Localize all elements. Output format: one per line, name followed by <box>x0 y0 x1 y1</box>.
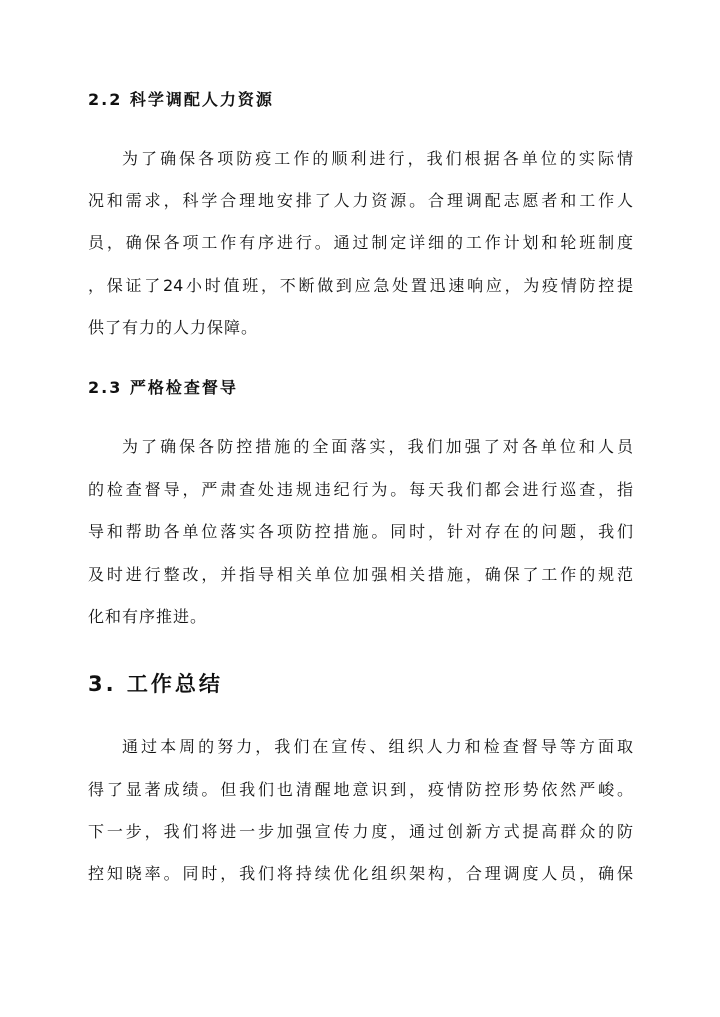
section-3-line-3: 下一步，我们将进一步加强宣传力度，通过创新方式提高群众的防 <box>88 822 633 841</box>
section-2-3-line-4: 及时进行整改，并指导相关单位加强相关措施，确保了工作的规范 <box>88 565 633 584</box>
section-3-line-4: 控知晓率。同时，我们将持续优化组织架构，合理调度人员，确保 <box>88 864 633 883</box>
section-2-3-line-3: 导和帮助各单位落实各项防控措施。同时，针对存在的问题，我们 <box>88 522 633 541</box>
section-2-2-line-5: 供了有力的人力保障。 <box>88 318 259 337</box>
section-2-2-line-2: 况和需求，科学合理地安排了人力资源。合理调配志愿者和工作人 <box>88 191 633 210</box>
section-2-2-heading: 2.2 科学调配人力资源 <box>88 90 274 109</box>
section-2-2-line-1: 为了确保各项防疫工作的顺利进行，我们根据各单位的实际情 <box>122 149 633 168</box>
section-2-3-line-5: 化和有序推进。 <box>88 607 208 626</box>
section-2-2-line-4: ，保证了24小时值班，不断做到应急处置迅速响应，为疫情防控提 <box>88 276 633 295</box>
section-2-3-line-1: 为了确保各防控措施的全面落实，我们加强了对各单位和人员 <box>122 437 633 456</box>
section-2-3-line-2: 的检查督导，严肃查处违规违纪行为。每天我们都会进行巡查，指 <box>88 480 633 499</box>
section-2-2-line-3: 员，确保各项工作有序进行。通过制定详细的工作计划和轮班制度 <box>88 233 633 252</box>
section-3-line-2: 得了显著成绩。但我们也清醒地意识到，疫情防控形势依然严峻。 <box>88 780 633 799</box>
section-3-heading: 3. 工作总结 <box>88 672 223 696</box>
section-3-line-1: 通过本周的努力，我们在宣传、组织人力和检查督导等方面取 <box>122 737 633 756</box>
section-2-3-heading: 2.3 严格检查督导 <box>88 378 238 397</box>
